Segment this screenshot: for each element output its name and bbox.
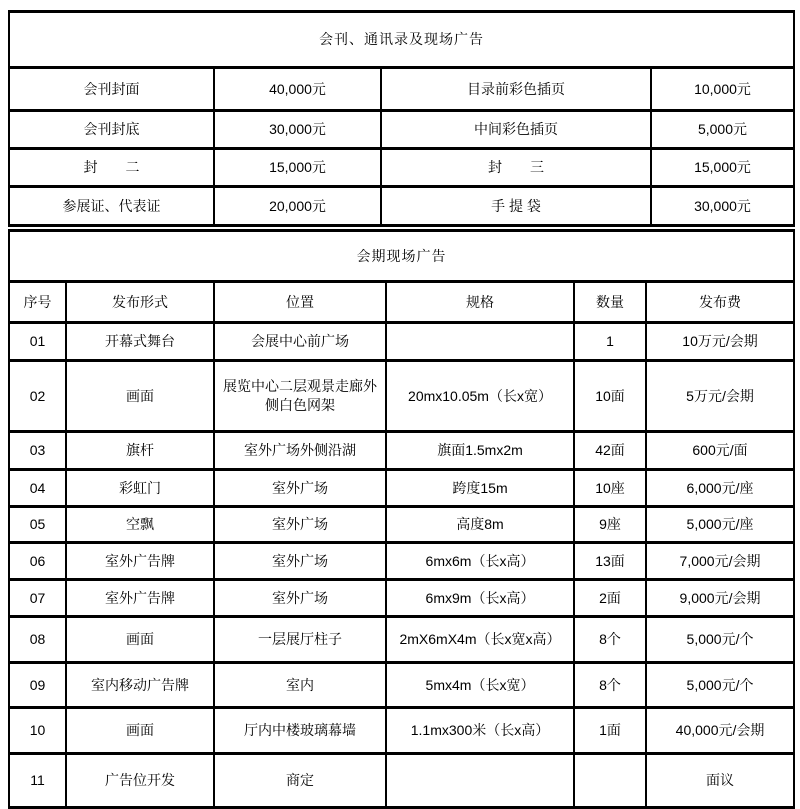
column-header: 发布形式: [66, 282, 214, 323]
table-cell: 画面: [66, 617, 214, 663]
table-row: [9, 754, 794, 808]
table-cell: 8个: [574, 663, 646, 708]
table-cell: 10万元/会期: [646, 323, 794, 361]
table-cell: 5mx4m（长x宽）: [386, 663, 574, 708]
table-cell: 01: [9, 323, 66, 361]
journal-ads-table: [8, 10, 795, 227]
table-cell: 06: [9, 543, 66, 580]
table-cell: 9座: [574, 507, 646, 543]
table-cell: 9,000元/会期: [646, 580, 794, 617]
table-cell: 中间彩色插页: [381, 111, 651, 149]
table-row: [9, 663, 794, 708]
table-cell: 封 二: [9, 149, 214, 187]
table-cell: [386, 754, 574, 808]
table-cell: 1面: [574, 708, 646, 754]
table-cell: 室外广场: [214, 543, 386, 580]
table-cell: 画面: [66, 361, 214, 432]
table-row: [9, 507, 794, 543]
table-row: [9, 361, 794, 432]
table-cell: 7,000元/会期: [646, 543, 794, 580]
section-title: 会期现场广告: [9, 231, 794, 282]
table-cell: 6mx9m（长x高）: [386, 580, 574, 617]
table-cell: 会刊封底: [9, 111, 214, 149]
table-cell: 5,000元/个: [646, 617, 794, 663]
column-header: 规格: [386, 282, 574, 323]
table-cell: 旗面1.5mx2m: [386, 432, 574, 470]
table-row: [9, 543, 794, 580]
table-cell: 高度8m: [386, 507, 574, 543]
table-cell: 手 提 袋: [381, 187, 651, 226]
table-cell: 6mx6m（长x高）: [386, 543, 574, 580]
column-header: 序号: [9, 282, 66, 323]
table-cell: 室外广告牌: [66, 543, 214, 580]
table-cell: 5,000元: [651, 111, 794, 149]
table-cell: 20mx10.05m（长x宽）: [386, 361, 574, 432]
table-cell: 会刊封面: [9, 68, 214, 111]
table-row: [9, 432, 794, 470]
table-row: [9, 149, 794, 187]
table-cell: 空飘: [66, 507, 214, 543]
header-row: [9, 282, 794, 323]
table-cell: 02: [9, 361, 66, 432]
table-cell: 40,000元: [214, 68, 381, 111]
table-cell: 09: [9, 663, 66, 708]
table-cell: 封 三: [381, 149, 651, 187]
table-row: [9, 470, 794, 507]
table-cell: 广告位开发: [66, 754, 214, 808]
table-cell: 画面: [66, 708, 214, 754]
table-cell: 30,000元: [214, 111, 381, 149]
table-row: [9, 68, 794, 111]
table-cell: 03: [9, 432, 66, 470]
table-cell: 1: [574, 323, 646, 361]
table-cell: 15,000元: [651, 149, 794, 187]
table-cell: 旗杆: [66, 432, 214, 470]
table-cell: 05: [9, 507, 66, 543]
table-cell: 04: [9, 470, 66, 507]
table-cell: 室外广场外侧沿湖: [214, 432, 386, 470]
table-cell: 10面: [574, 361, 646, 432]
table-cell: 面议: [646, 754, 794, 808]
table-cell: 5,000元/个: [646, 663, 794, 708]
table-cell: 10座: [574, 470, 646, 507]
table-cell: 13面: [574, 543, 646, 580]
table-row: [9, 187, 794, 226]
table-cell: 室内: [214, 663, 386, 708]
table-cell: 厅内中楼玻璃幕墙: [214, 708, 386, 754]
table-cell: 08: [9, 617, 66, 663]
table-row: [9, 231, 794, 282]
table-cell: 一层展厅柱子: [214, 617, 386, 663]
table-cell: 展览中心二层观景走廊外侧白色网架: [214, 361, 386, 432]
table-cell: 15,000元: [214, 149, 381, 187]
table-row: [9, 617, 794, 663]
table-cell: 5,000元/座: [646, 507, 794, 543]
table-cell: 11: [9, 754, 66, 808]
table-row: [9, 111, 794, 149]
table-cell: 8个: [574, 617, 646, 663]
column-header: 数量: [574, 282, 646, 323]
table-row: [9, 708, 794, 754]
table-cell: 目录前彩色插页: [381, 68, 651, 111]
table-cell: 室外广告牌: [66, 580, 214, 617]
onsite-ads-table: [8, 229, 795, 809]
table-cell: 30,000元: [651, 187, 794, 226]
section-title: 会刊、通讯录及现场广告: [9, 12, 794, 68]
column-header: 发布费: [646, 282, 794, 323]
table-cell: 室内移动广告牌: [66, 663, 214, 708]
table-cell: 室外广场: [214, 580, 386, 617]
table-cell: 20,000元: [214, 187, 381, 226]
table-cell: 跨度15m: [386, 470, 574, 507]
table-cell: 10: [9, 708, 66, 754]
table-cell: 会展中心前广场: [214, 323, 386, 361]
table-cell: 1.1mx300米（长x高）: [386, 708, 574, 754]
table-cell: 5万元/会期: [646, 361, 794, 432]
table-cell: [574, 754, 646, 808]
table-cell: 彩虹门: [66, 470, 214, 507]
table-cell: 42面: [574, 432, 646, 470]
table-cell: 600元/面: [646, 432, 794, 470]
table-cell: 商定: [214, 754, 386, 808]
table-cell: [386, 323, 574, 361]
table-row: [9, 323, 794, 361]
table-cell: 2mX6mX4m（长x宽x高）: [386, 617, 574, 663]
table-cell: 10,000元: [651, 68, 794, 111]
table-cell: 6,000元/座: [646, 470, 794, 507]
table-cell: 07: [9, 580, 66, 617]
table-cell: 40,000元/会期: [646, 708, 794, 754]
table-row: [9, 580, 794, 617]
table-cell: 开幕式舞台: [66, 323, 214, 361]
table-cell: 2面: [574, 580, 646, 617]
table-cell: 室外广场: [214, 507, 386, 543]
table-cell: 参展证、代表证: [9, 187, 214, 226]
table-cell: 室外广场: [214, 470, 386, 507]
table-row: [9, 12, 794, 68]
column-header: 位置: [214, 282, 386, 323]
